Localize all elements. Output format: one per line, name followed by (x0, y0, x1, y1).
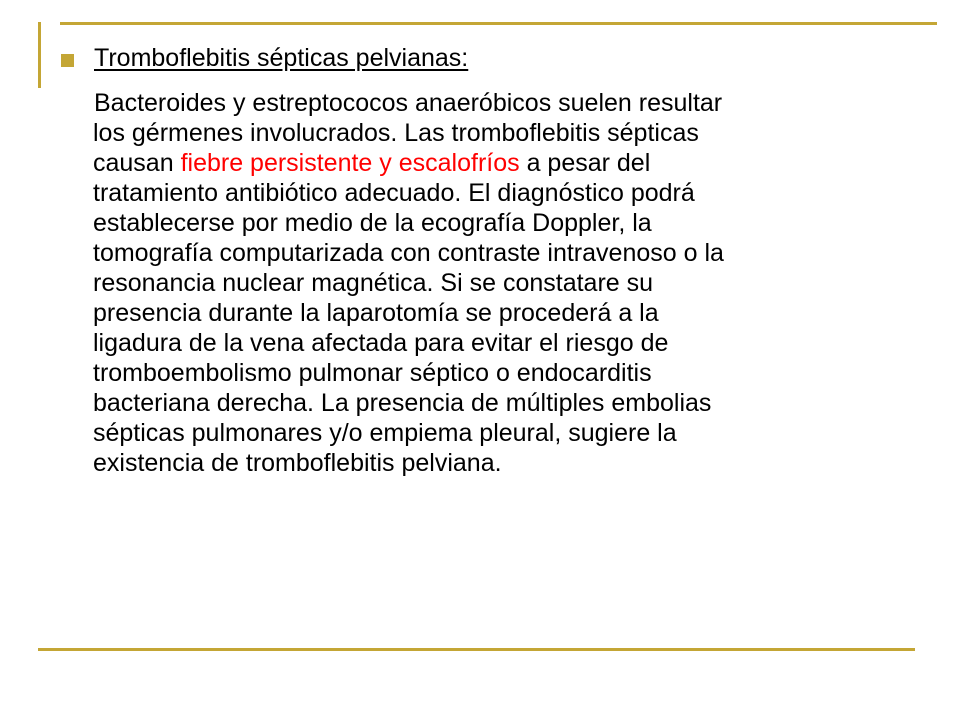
highlighted-text: fiebre persistente y escalofríos (180, 149, 520, 177)
body-line: establecerse por medio de la ecografía Doppler, la (93, 209, 652, 237)
top-divider (60, 22, 937, 25)
body-line: Bacteroides y estreptococos anaeróbicos suelen resultar (94, 89, 723, 117)
left-divider (38, 22, 41, 88)
body-line: bacteriana derecha. La presencia de múltiples embolias (93, 389, 712, 417)
body-line: presencia durante la laparotomía se procederá a la (93, 299, 659, 327)
slide-heading: Tromboflebitis sépticas pelvianas: (94, 44, 469, 72)
body-line: tratamiento antibiótico adecuado. El diagnóstico podrá (93, 179, 695, 207)
body-line: los gérmenes involucrados. Las tromboflebitis sépticas (93, 119, 699, 147)
square-bullet-icon (61, 54, 74, 67)
body-line: ligadura de la vena afectada para evitar el riesgo de (93, 329, 669, 357)
body-line: existencia de tromboflebitis pelviana. (93, 449, 502, 477)
body-line: resonancia nuclear magnética. Si se constatare su (93, 269, 654, 297)
body-line: tomografía computarizada con contraste intravenoso o la (93, 239, 724, 267)
body-line (93, 148, 913, 178)
body-line: sépticas pulmonares y/o empiema pleural, sugiere la (93, 419, 677, 447)
bottom-divider (38, 648, 915, 651)
body-paragraph (93, 88, 913, 478)
body-text-segment: causan (93, 149, 181, 177)
body-text-segment: a pesar del (519, 149, 651, 177)
body-line: tromboembolismo pulmonar séptico o endocarditis (93, 359, 652, 387)
